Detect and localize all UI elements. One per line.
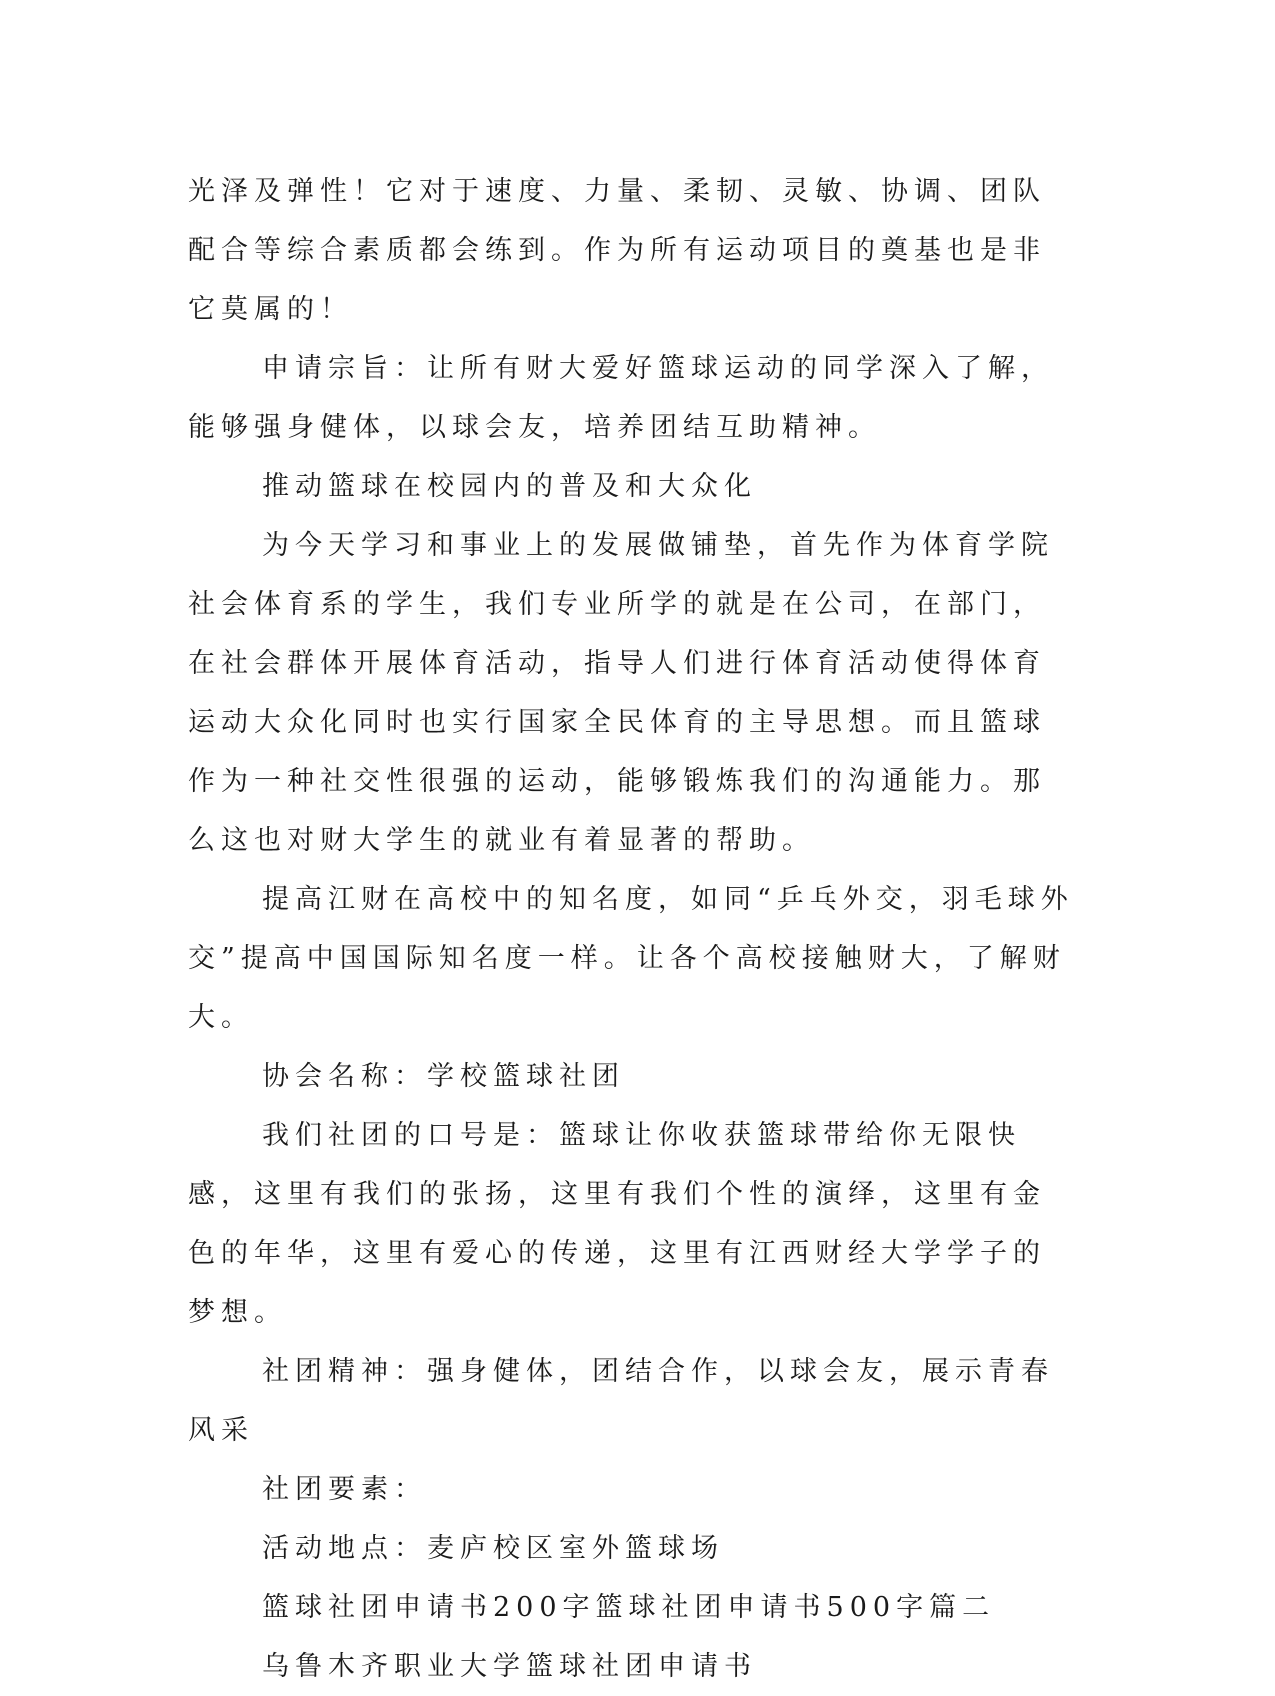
paragraph-4: 为今天学习和事业上的发展做铺垫，首先作为体育学院社会体育系的学生，我们专业所学的就是在公司，在部门，在社会群体开展体育活动，指导人们进行体育活动使得体育运动大众化同时也实行国家全民体育的主导思想。而且篮球作为一种社交性很强的运动，能够锻炼我们的沟通能力。那么这也对财大学生的就业有着显著的帮助。 — [188, 530, 1054, 856]
document-body — [188, 162, 1078, 1696]
paragraph-11: 篮球社团申请书200字篮球社团申请书500字篇二 — [262, 1592, 996, 1623]
paragraph-7: 我们社团的口号是：篮球让你收获篮球带给你无限快感，这里有我们的张扬，这里有我们个性的演绎，这里有金色的年华，这里有爱心的传递，这里有江西财经大学学子的梦想。 — [188, 1120, 1046, 1328]
paragraph-10: 活动地点：麦庐校区室外篮球场 — [262, 1533, 724, 1564]
paragraph-1: 光泽及弹性！它对于速度、力量、柔韧、灵敏、协调、团队配合等综合素质都会练到。作为所有运动项目的奠基也是非它莫属的！ — [188, 176, 1046, 325]
paragraph-9: 社团要素： — [262, 1474, 427, 1505]
paragraph-3: 推动篮球在校园内的普及和大众化 — [262, 471, 757, 502]
paragraph-2: 申请宗旨：让所有财大爱好篮球运动的同学深入了解，能够强身健体，以球会友，培养团结互助精神。 — [188, 353, 1054, 443]
paragraph-5: 提高江财在高校中的知名度，如同“乒乓外交，羽毛球外交”提高中国国际知名度一样。让各个高校接触财大，了解财大。 — [188, 884, 1074, 1033]
paragraph-12: 乌鲁木齐职业大学篮球社团申请书 — [262, 1651, 757, 1682]
paragraph-6: 协会名称：学校篮球社团 — [262, 1061, 625, 1092]
paragraph-8: 社团精神：强身健体，团结合作，以球会友，展示青春风采 — [188, 1356, 1054, 1446]
